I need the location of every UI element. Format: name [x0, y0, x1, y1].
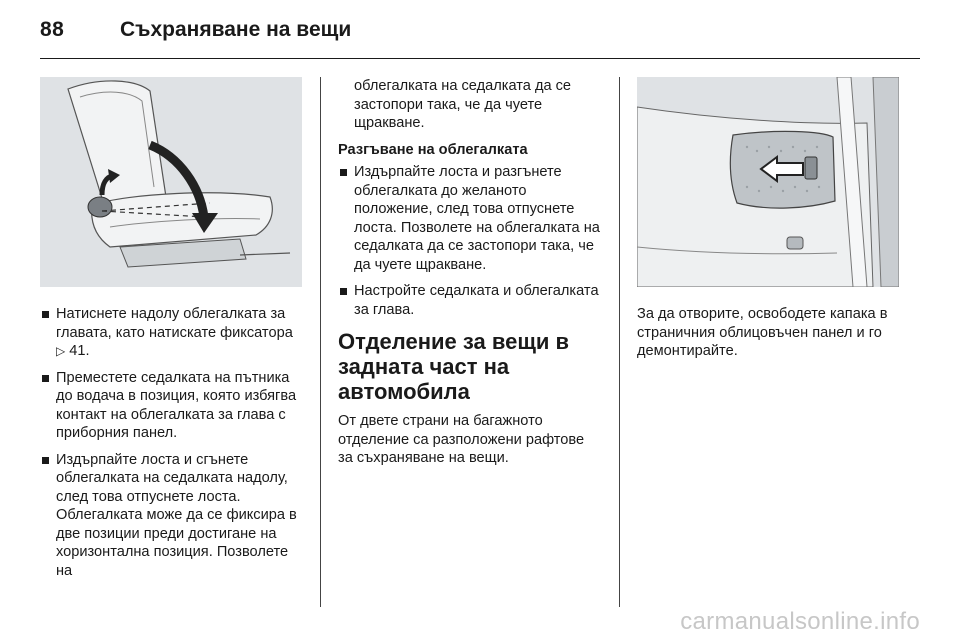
storage-drawing — [637, 77, 899, 287]
right-text-column — [637, 305, 903, 369]
middle-text-column — [338, 77, 602, 476]
list-item: Настройте седалката и облегалката за глава. — [338, 282, 602, 319]
storage-illustration — [637, 77, 899, 287]
page-reference[interactable]: 41. — [69, 343, 90, 359]
list-item: Преместете седалката на пътника до водача в позиция, която избягва контакт на облегалката за глава с приборния панел. — [40, 369, 302, 443]
storage-instruction: За да отворите, освободете капака в страничния облицовъчен панел и го демонтирайте. — [637, 306, 888, 359]
section-title: Отделение за вещи в задната част на автомобила — [338, 329, 570, 404]
seat-illustration — [40, 77, 302, 287]
step-text: Натиснете надолу облегалката за главата, като натискате фиксатора — [56, 306, 293, 341]
seat-drawing — [40, 77, 302, 287]
header-rule — [40, 58, 920, 59]
left-text-column — [40, 305, 302, 588]
page-number: 88 — [40, 18, 65, 41]
list-item: Издърпайте лоста и разгънете облегалката до желаното положение, след това отпуснете лоста. Позволете на облегалката на седалката да се застопори така, че да чуете щракване. — [338, 163, 602, 274]
seat-unfold-steps — [338, 163, 602, 319]
subheading: Разгъване на облегалката — [338, 141, 528, 158]
section-body: От двете страни на багажното отделение са разположени рафтове за съхраняване на вещи. — [338, 413, 585, 466]
seat-fold-steps — [40, 305, 302, 580]
list-item: Издърпайте лоста и сгънете облегалката на седалката надолу, след това отпуснете лоста. Облегалката може да се фиксира в две позиции преди достигане на хоризонтална позиция. Позволете на — [40, 451, 302, 581]
column-divider-left — [320, 77, 321, 607]
chapter-title: Съхраняване на вещи — [120, 18, 352, 41]
page-header — [40, 18, 920, 48]
page-reference-arrow-icon: ▷ — [56, 344, 66, 358]
list-item — [40, 305, 302, 361]
watermark: carmanualsonline.info — [680, 608, 920, 635]
column-divider-right — [619, 77, 620, 607]
continued-text: облегалката на седалката да се застопори така, че да чуете щракване. — [354, 78, 572, 131]
